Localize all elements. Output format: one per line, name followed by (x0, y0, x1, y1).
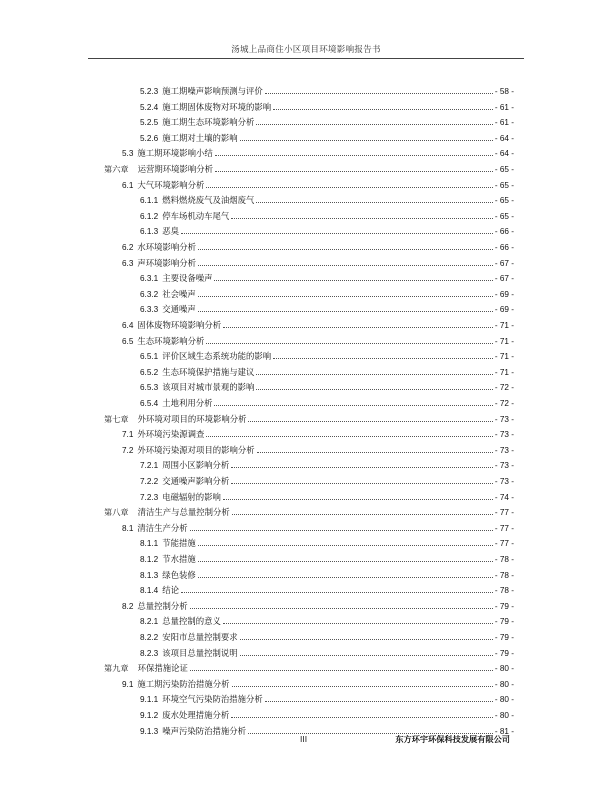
toc-entry-page: - 74 - (494, 492, 514, 502)
toc-entry-title: 声环境影响分析 (137, 257, 197, 268)
toc-entry-number: 8.1 (122, 523, 134, 533)
toc-leader-dots (190, 670, 493, 671)
toc-entry-number: 9.1.2 (140, 711, 159, 720)
toc-leader-dots (232, 686, 493, 687)
toc-leader-dots (206, 187, 492, 188)
toc-entry-page: - 79 - (494, 648, 514, 658)
toc-entry-page: - 58 - (494, 87, 514, 96)
toc-entry[interactable] (104, 659, 514, 674)
toc-entry[interactable] (122, 425, 514, 440)
toc-entry[interactable] (122, 597, 514, 612)
toc-entry-title: 土地利用分析 (162, 398, 213, 408)
toc-entry[interactable] (104, 503, 514, 518)
toc-entry[interactable] (122, 176, 514, 191)
toc-entry-page: - 69 - (494, 305, 514, 315)
toc-entry[interactable] (122, 519, 514, 534)
toc-leader-dots (215, 155, 493, 156)
toc-entry-number: 8.2.2 (140, 633, 159, 642)
toc-entry[interactable] (140, 488, 514, 503)
toc-entry-page: - 65 - (494, 196, 514, 206)
toc-entry-page: - 77 - (494, 539, 514, 549)
toc-entry[interactable] (140, 472, 514, 487)
toc-entry-number: 6.1.1 (140, 196, 159, 206)
toc-entry-page: - 64 - (494, 149, 514, 159)
header-divider (88, 58, 524, 59)
toc-entry-number: 8.1.2 (140, 555, 159, 564)
toc-leader-dots (190, 530, 493, 531)
toc-entry-number: 6.5 (122, 336, 134, 346)
toc-leader-dots (223, 327, 493, 328)
toc-entry-number: 6.3 (122, 258, 134, 268)
toc-entry-page: - 66 - (494, 243, 514, 252)
toc-entry-page: - 61 - (494, 118, 514, 128)
toc-entry-page: - 77 - (494, 523, 514, 533)
toc-entry[interactable] (140, 378, 514, 393)
toc-entry[interactable] (140, 191, 514, 206)
toc-entry-page: - 73 - (494, 461, 514, 471)
toc-leader-dots (181, 592, 493, 593)
toc-entry-page: - 79 - (494, 633, 514, 642)
toc-entry-page: - 80 - (494, 695, 514, 705)
toc-entry-page: - 65 - (494, 165, 514, 174)
toc-entry-page: - 78 - (494, 586, 514, 596)
toc-entry-title: 施工期环境影响小结 (137, 148, 213, 159)
toc-entry[interactable] (140, 300, 514, 315)
toc-entry-number: 6.5.4 (140, 399, 159, 408)
toc-entry-page: - 65 - (494, 211, 514, 221)
toc-entry-title: 总量控制的意义 (162, 616, 221, 627)
toc-entry-page: - 67 - (494, 274, 514, 284)
toc-entry-title: 停车场机动车尾气 (162, 210, 230, 221)
toc-leader-dots (240, 639, 493, 640)
toc-leader-dots (273, 358, 493, 359)
toc-entry-page: - 71 - (494, 352, 514, 362)
toc-entry-page: - 72 - (494, 399, 514, 408)
toc-leader-dots (232, 514, 493, 515)
toc-entry-number: 6.4 (122, 321, 134, 330)
toc-entry-title: 废水处理措施分析 (162, 710, 230, 720)
toc-entry-title: 清洁生产分析 (137, 522, 188, 533)
toc-leader-dots (257, 452, 493, 453)
toc-entry[interactable] (140, 98, 514, 113)
toc-entry-number: 8.1.1 (140, 539, 159, 549)
toc-entry-title: 噪声污染防治措施分析 (162, 725, 246, 736)
toc-entry-number: 9.1 (122, 679, 134, 689)
toc-leader-dots (198, 249, 493, 250)
toc-entry[interactable] (140, 550, 514, 565)
toc-entry-page: - 71 - (494, 367, 514, 377)
toc-entry-number: 6.5.2 (140, 367, 159, 377)
toc-entry-title: 主要设备噪声 (162, 273, 213, 284)
toc-entry-number: 5.3 (122, 149, 134, 159)
toc-entry-number: 8.2 (122, 601, 134, 611)
toc-leader-dots (223, 499, 493, 500)
toc-entry-number: 第七章 (104, 413, 129, 424)
toc-entry-title: 施工期固体废物对环境的影响 (162, 101, 272, 112)
toc-leader-dots (198, 265, 493, 266)
toc-entry-title: 施工期噪声影响预测与评价 (162, 86, 263, 96)
toc-entry[interactable] (140, 706, 514, 721)
toc-entry-title: 大气环境影响分析 (137, 179, 205, 190)
toc-leader-dots (240, 140, 493, 141)
toc-leader-dots (256, 374, 493, 375)
toc-entry-page: - 73 - (494, 430, 514, 440)
toc-entry[interactable] (122, 332, 514, 347)
toc-entry[interactable] (140, 363, 514, 378)
toc-entry-title: 总量控制分析 (137, 600, 188, 611)
toc-entry-title: 运营期环境影响分析 (137, 164, 213, 174)
toc-entry-title: 水环境影响分析 (137, 242, 197, 252)
toc-entry-title: 交通噪声影响分析 (162, 476, 230, 486)
toc-leader-dots (214, 405, 492, 406)
toc-entry-page: - 81 - (494, 726, 514, 736)
toc-leader-dots (248, 421, 492, 422)
toc-entry-number: 5.2.5 (140, 118, 159, 128)
toc-entry-number: 第八章 (104, 507, 129, 518)
toc-entry-title: 周围小区影响分析 (162, 460, 230, 471)
toc-entry[interactable] (140, 534, 514, 549)
toc-entry-number: 9.1.3 (140, 726, 159, 736)
toc-entry-number: 6.3.3 (140, 305, 159, 315)
toc-entry-title: 节能措施 (162, 538, 196, 549)
toc-entry-number: 7.2.2 (140, 477, 159, 486)
toc-entry[interactable] (140, 129, 514, 144)
toc-entry-title: 评价区域生态系统功能的影响 (162, 351, 272, 362)
toc-leader-dots (198, 577, 493, 578)
toc-entry[interactable] (140, 285, 514, 300)
toc-entry-number: 7.2.1 (140, 461, 159, 471)
toc-entry-number: 9.1.1 (140, 695, 159, 705)
toc-entry[interactable] (140, 690, 514, 705)
toc-leader-dots (198, 296, 493, 297)
toc-entry-number: 7.2.3 (140, 492, 159, 502)
toc-entry-page: - 79 - (494, 617, 514, 627)
toc-entry-number: 6.3.1 (140, 274, 159, 284)
company-name: 东方环宇环保科技发展有限公司 (395, 734, 510, 744)
toc-entry-title: 施工期生态环境影响分析 (162, 117, 255, 128)
toc-entry[interactable] (140, 456, 514, 471)
toc-entry-title: 外环境对项目的环境影响分析 (137, 413, 247, 424)
toc-entry[interactable] (140, 222, 514, 237)
toc-leader-dots (214, 280, 492, 281)
toc-entry-title: 环保措施论证 (137, 663, 188, 674)
toc-leader-dots (256, 202, 493, 203)
toc-entry-page: - 80 - (494, 711, 514, 720)
toc-entry[interactable] (140, 82, 514, 97)
toc-leader-dots (231, 483, 493, 484)
toc-entry[interactable] (122, 238, 514, 253)
toc-entry-page: - 64 - (494, 133, 514, 143)
toc-entry-title: 清洁生产与总量控制分析 (137, 507, 230, 518)
toc-entry[interactable] (140, 347, 514, 362)
toc-entry-number: 第六章 (104, 164, 129, 174)
toc-leader-dots (181, 233, 493, 234)
toc-entry-page: - 71 - (494, 321, 514, 330)
toc-entry[interactable] (122, 675, 514, 690)
toc-entry[interactable] (140, 628, 514, 643)
toc-entry[interactable] (140, 566, 514, 581)
toc-entry-page: - 77 - (494, 508, 514, 518)
toc-entry-page: - 73 - (494, 445, 514, 455)
toc-entry-title: 外环境污染源对项目的影响分析 (137, 444, 255, 455)
toc-entry-number: 5.2.6 (140, 133, 159, 143)
toc-entry-page: - 73 - (494, 414, 514, 424)
toc-entry-number: 7.1 (122, 430, 134, 440)
toc-entry-number: 8.1.4 (140, 586, 159, 596)
toc-leader-dots (231, 218, 493, 219)
toc-entry-page: - 80 - (494, 664, 514, 674)
toc-entry-title: 燃料燃烧废气及油烟废气 (162, 195, 255, 206)
toc-entry[interactable] (122, 316, 514, 331)
toc-entry-title: 外环境污染源调查 (137, 429, 205, 440)
toc-entry[interactable] (104, 410, 514, 425)
toc-entry[interactable] (122, 254, 514, 269)
toc-entry-page: - 73 - (494, 477, 514, 486)
toc-entry-number: 6.5.1 (140, 352, 159, 362)
toc-entry-page: - 71 - (494, 336, 514, 346)
toc-entry-page: - 72 - (494, 383, 514, 393)
toc-entry[interactable] (140, 269, 514, 284)
toc-leader-dots (198, 561, 493, 562)
toc-entry-number: 6.2 (122, 243, 134, 252)
toc-entry-page: - 67 - (494, 258, 514, 268)
toc-leader-dots (231, 717, 493, 718)
toc-entry-number: 8.2.3 (140, 648, 159, 658)
toc-entry[interactable] (122, 441, 514, 456)
toc-entry-page: - 78 - (494, 555, 514, 564)
toc-entry[interactable] (140, 612, 514, 627)
toc-entry-title: 施工期污染防治措施分析 (137, 678, 230, 689)
toc-entry-title: 结论 (162, 585, 179, 596)
toc-entry-title: 节水措施 (162, 554, 196, 564)
toc-leader-dots (190, 608, 493, 609)
toc-entry-title: 施工期对土壤的影响 (162, 132, 238, 143)
toc-entry-page: - 61 - (494, 102, 514, 112)
toc-entry[interactable] (140, 644, 514, 659)
toc-leader-dots (256, 389, 493, 390)
toc-entry-page: - 66 - (494, 227, 514, 237)
toc-leader-dots (206, 436, 492, 437)
toc-entry[interactable] (140, 207, 514, 222)
toc-entry[interactable] (140, 394, 514, 409)
toc-leader-dots (223, 623, 493, 624)
toc-entry[interactable] (140, 113, 514, 128)
toc-entry-number: 8.2.1 (140, 617, 159, 627)
page-number: III (300, 734, 308, 744)
toc-entry-page: - 69 - (494, 289, 514, 299)
page-header-title: 汤城上品商住小区项目环境影响报告书 (231, 45, 381, 55)
toc-leader-dots (265, 93, 493, 94)
toc-entry-number: 5.2.3 (140, 87, 159, 96)
toc-entry-title: 安阳市总量控制要求 (162, 632, 238, 642)
toc-entry-number: 7.2 (122, 445, 134, 455)
toc-entry-number: 6.3.2 (140, 289, 159, 299)
toc-entry-title: 电磁辐射的影响 (162, 491, 221, 502)
toc-entry-number: 6.5.3 (140, 383, 159, 393)
toc-entry-number: 6.1.2 (140, 211, 159, 221)
toc-entry-title: 社会噪声 (162, 288, 196, 299)
toc-entry[interactable] (104, 160, 514, 175)
toc-entry[interactable] (122, 144, 514, 159)
toc-entry-title: 恶臭 (162, 226, 179, 237)
toc-entry-title: 交通噪声 (162, 304, 196, 315)
toc-entry-page: - 78 - (494, 570, 514, 580)
toc-leader-dots (273, 109, 493, 110)
toc-leader-dots (256, 124, 493, 125)
toc-leader-dots (198, 311, 493, 312)
toc-entry[interactable] (140, 581, 514, 596)
toc-entry-title: 固体废物环境影响分析 (137, 320, 222, 330)
toc-entry-title: 生态环境保护措施与建议 (162, 366, 255, 377)
toc-entry-page: - 79 - (494, 601, 514, 611)
toc-entry-title: 该项目对城市景观的影响 (162, 382, 255, 393)
toc-entry-number: 6.1 (122, 180, 134, 190)
toc-entry-number: 第九章 (104, 663, 129, 674)
toc-entry-page: - 80 - (494, 679, 514, 689)
toc-leader-dots (240, 655, 493, 656)
toc-leader-dots (215, 171, 493, 172)
toc-entry-page: - 65 - (494, 180, 514, 190)
toc-leader-dots (206, 343, 492, 344)
toc-entry-title: 环境空气污染防治措施分析 (162, 694, 263, 705)
toc-entry-number: 8.1.3 (140, 570, 159, 580)
toc-entry-title: 绿色装修 (162, 569, 196, 580)
toc-leader-dots (265, 701, 493, 702)
toc-leader-dots (231, 467, 493, 468)
toc-entry-number: 5.2.4 (140, 102, 159, 112)
toc-entry-number: 6.1.3 (140, 227, 159, 237)
toc-entry-title: 该项目总量控制说明 (162, 647, 238, 658)
toc-entry-title: 生态环境影响分析 (137, 335, 205, 346)
toc-leader-dots (198, 545, 493, 546)
